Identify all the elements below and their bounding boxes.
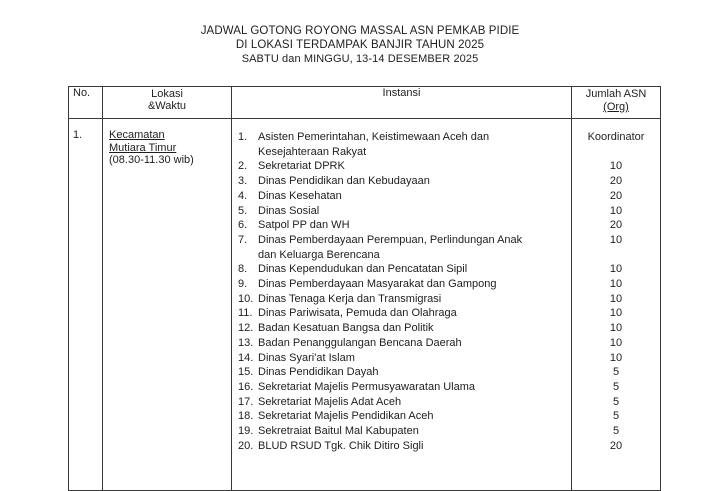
document-date-line: SABTU dan MINGGU, 13-14 DESEMBER 2025 [241,53,479,65]
list-item-text: Dinas Pemberdayaan Masyarakat dan Gampong [258,278,497,291]
list-item-number: 9. [238,278,248,291]
list-item-text: Badan Penanggulangan Bencana Daerah [258,336,462,349]
qty-value: 5 [612,395,620,408]
list-item-text-cont: Kesejahteraan Rakyat [258,145,367,158]
qty-value: 20 [609,439,623,452]
list-item [238,439,571,454]
table-row [69,119,661,491]
list-item-text: Dinas Kependudukan dan Pencatatan Sipil [258,263,468,276]
list-item-text: Dinas Kesehatan [258,189,342,202]
list-item-number: 11. [238,307,253,320]
table-header-row [69,87,661,119]
list-item-number: 5. [238,204,248,217]
list-item [238,262,571,277]
qty-value: 5 [612,425,620,438]
qty-value: 5 [612,380,620,393]
list-item [238,233,571,262]
qty-value: 10 [609,263,623,276]
qty-value: 10 [609,336,623,349]
list-item-number: 8. [238,263,248,276]
list-item [238,424,571,439]
list-item [238,292,571,307]
list-item-number: 15. [238,366,254,379]
list-item [238,306,571,321]
qty-value: 10 [609,351,623,364]
list-item-text: Dinas Pemberdayaan Perempuan, Perlindungan Anak [258,233,523,246]
qty-value: 20 [609,219,623,232]
list-item [238,159,571,174]
location-line-2: Mutiara Timur [109,141,177,154]
qty-value: 10 [609,204,623,217]
list-item-text: Dinas Pariwisata, Pemuda dan Olahraga [258,307,457,320]
qty-value: 20 [609,189,623,202]
list-item [238,395,571,410]
list-item-text: Asisten Pemerintahan, Keistimewaan Aceh dan [258,131,490,143]
qty-value: 10 [609,278,623,290]
qty-value: 10 [609,307,623,320]
list-item-number: 19. [238,425,254,438]
list-item-number: 1. [238,131,248,143]
schedule-table [68,86,661,491]
row-number: 1. [69,119,103,491]
list-item [238,130,571,159]
list-item-number: 16. [238,380,254,393]
row-location [103,119,232,491]
header-lokasi [103,87,232,119]
list-item-text: Sekretraiat Baitul Mal Kabupaten [258,425,419,438]
list-item-text: Badan Kesatuan Bangsa dan Politik [258,322,434,335]
list-item-text: Dinas Sosial [258,204,320,217]
header-lokasi-line-1: Lokasi [151,88,183,100]
qty-value: 5 [612,366,620,379]
list-item-text: Dinas Pendidikan dan Kebudayaan [258,175,430,188]
list-item-text: Sekretariat Majelis Adat Aceh [258,395,402,408]
header-jumlah [572,87,661,119]
list-item [238,321,571,336]
list-item-number: 18. [238,410,254,423]
location-time: (08.30-11.30 wib) [109,154,194,166]
list-item [238,189,571,204]
list-item-text: Sekretariat Majelis Pendidikan Aceh [258,410,434,423]
header-jumlah-line-1: Jumlah ASN [585,88,647,100]
qty-value: 5 [612,410,620,423]
location-line-1: Kecamatan [109,129,165,141]
header-instansi: Instansi [232,87,572,119]
qty-value: 10 [609,322,623,335]
qty-value: 20 [609,175,623,188]
list-item-number: 7. [238,233,248,246]
header-jumlah-line-2: (Org) [603,101,629,113]
list-item [238,409,571,424]
document-title-line-2: DI LOKASI TERDAMPAK BANJIR TAHUN 2025 [235,39,485,51]
list-item-number: 12. [238,322,254,335]
list-item-text: Sekretariat Majelis Permusyawaratan Ulama [258,380,476,393]
list-item-number: 3. [238,175,248,188]
list-item [238,336,571,351]
qty-value: 10 [609,233,623,246]
list-item-text: Dinas Pendidikan Dayah [258,366,379,379]
list-item-text: Dinas Tenaga Kerja dan Transmigrasi [258,292,442,305]
list-item-number: 10. [238,292,254,305]
qty-value: 10 [609,292,623,305]
list-item-number: 6. [238,219,248,232]
list-item [238,365,571,380]
document-title-line-1: JADWAL GOTONG ROYONG MASSAL ASN PEMKAB PIDIE [200,25,520,37]
list-item-text: BLUD RSUD Tgk. Chik Ditiro Sigli [258,439,424,452]
list-item [238,277,571,292]
jumlah-list [572,119,661,491]
list-item [238,174,571,189]
list-item [238,204,571,219]
list-item-number: 13. [238,336,254,349]
list-item-text: Dinas Syari'at Islam [258,351,355,364]
document-header [0,24,720,66]
list-item-text: Sekretariat DPRK [258,160,345,173]
qty-value: Koordinator [587,131,645,143]
list-item [238,380,571,395]
list-item-text-cont: dan Keluarga Berencana [258,248,380,261]
list-item [238,218,571,233]
qty-value: 10 [609,160,623,173]
list-item-number: 14. [238,351,254,364]
list-item [238,351,571,366]
list-item-number: 4. [238,189,248,202]
instansi-list [232,119,572,491]
header-no: No. [69,87,103,119]
list-item-number: 2. [238,160,248,173]
header-lokasi-line-2: &Waktu [147,100,187,112]
list-item-text: Satpol PP dan WH [258,219,350,232]
list-item-number: 20. [238,439,254,452]
list-item-number: 17. [238,395,254,408]
